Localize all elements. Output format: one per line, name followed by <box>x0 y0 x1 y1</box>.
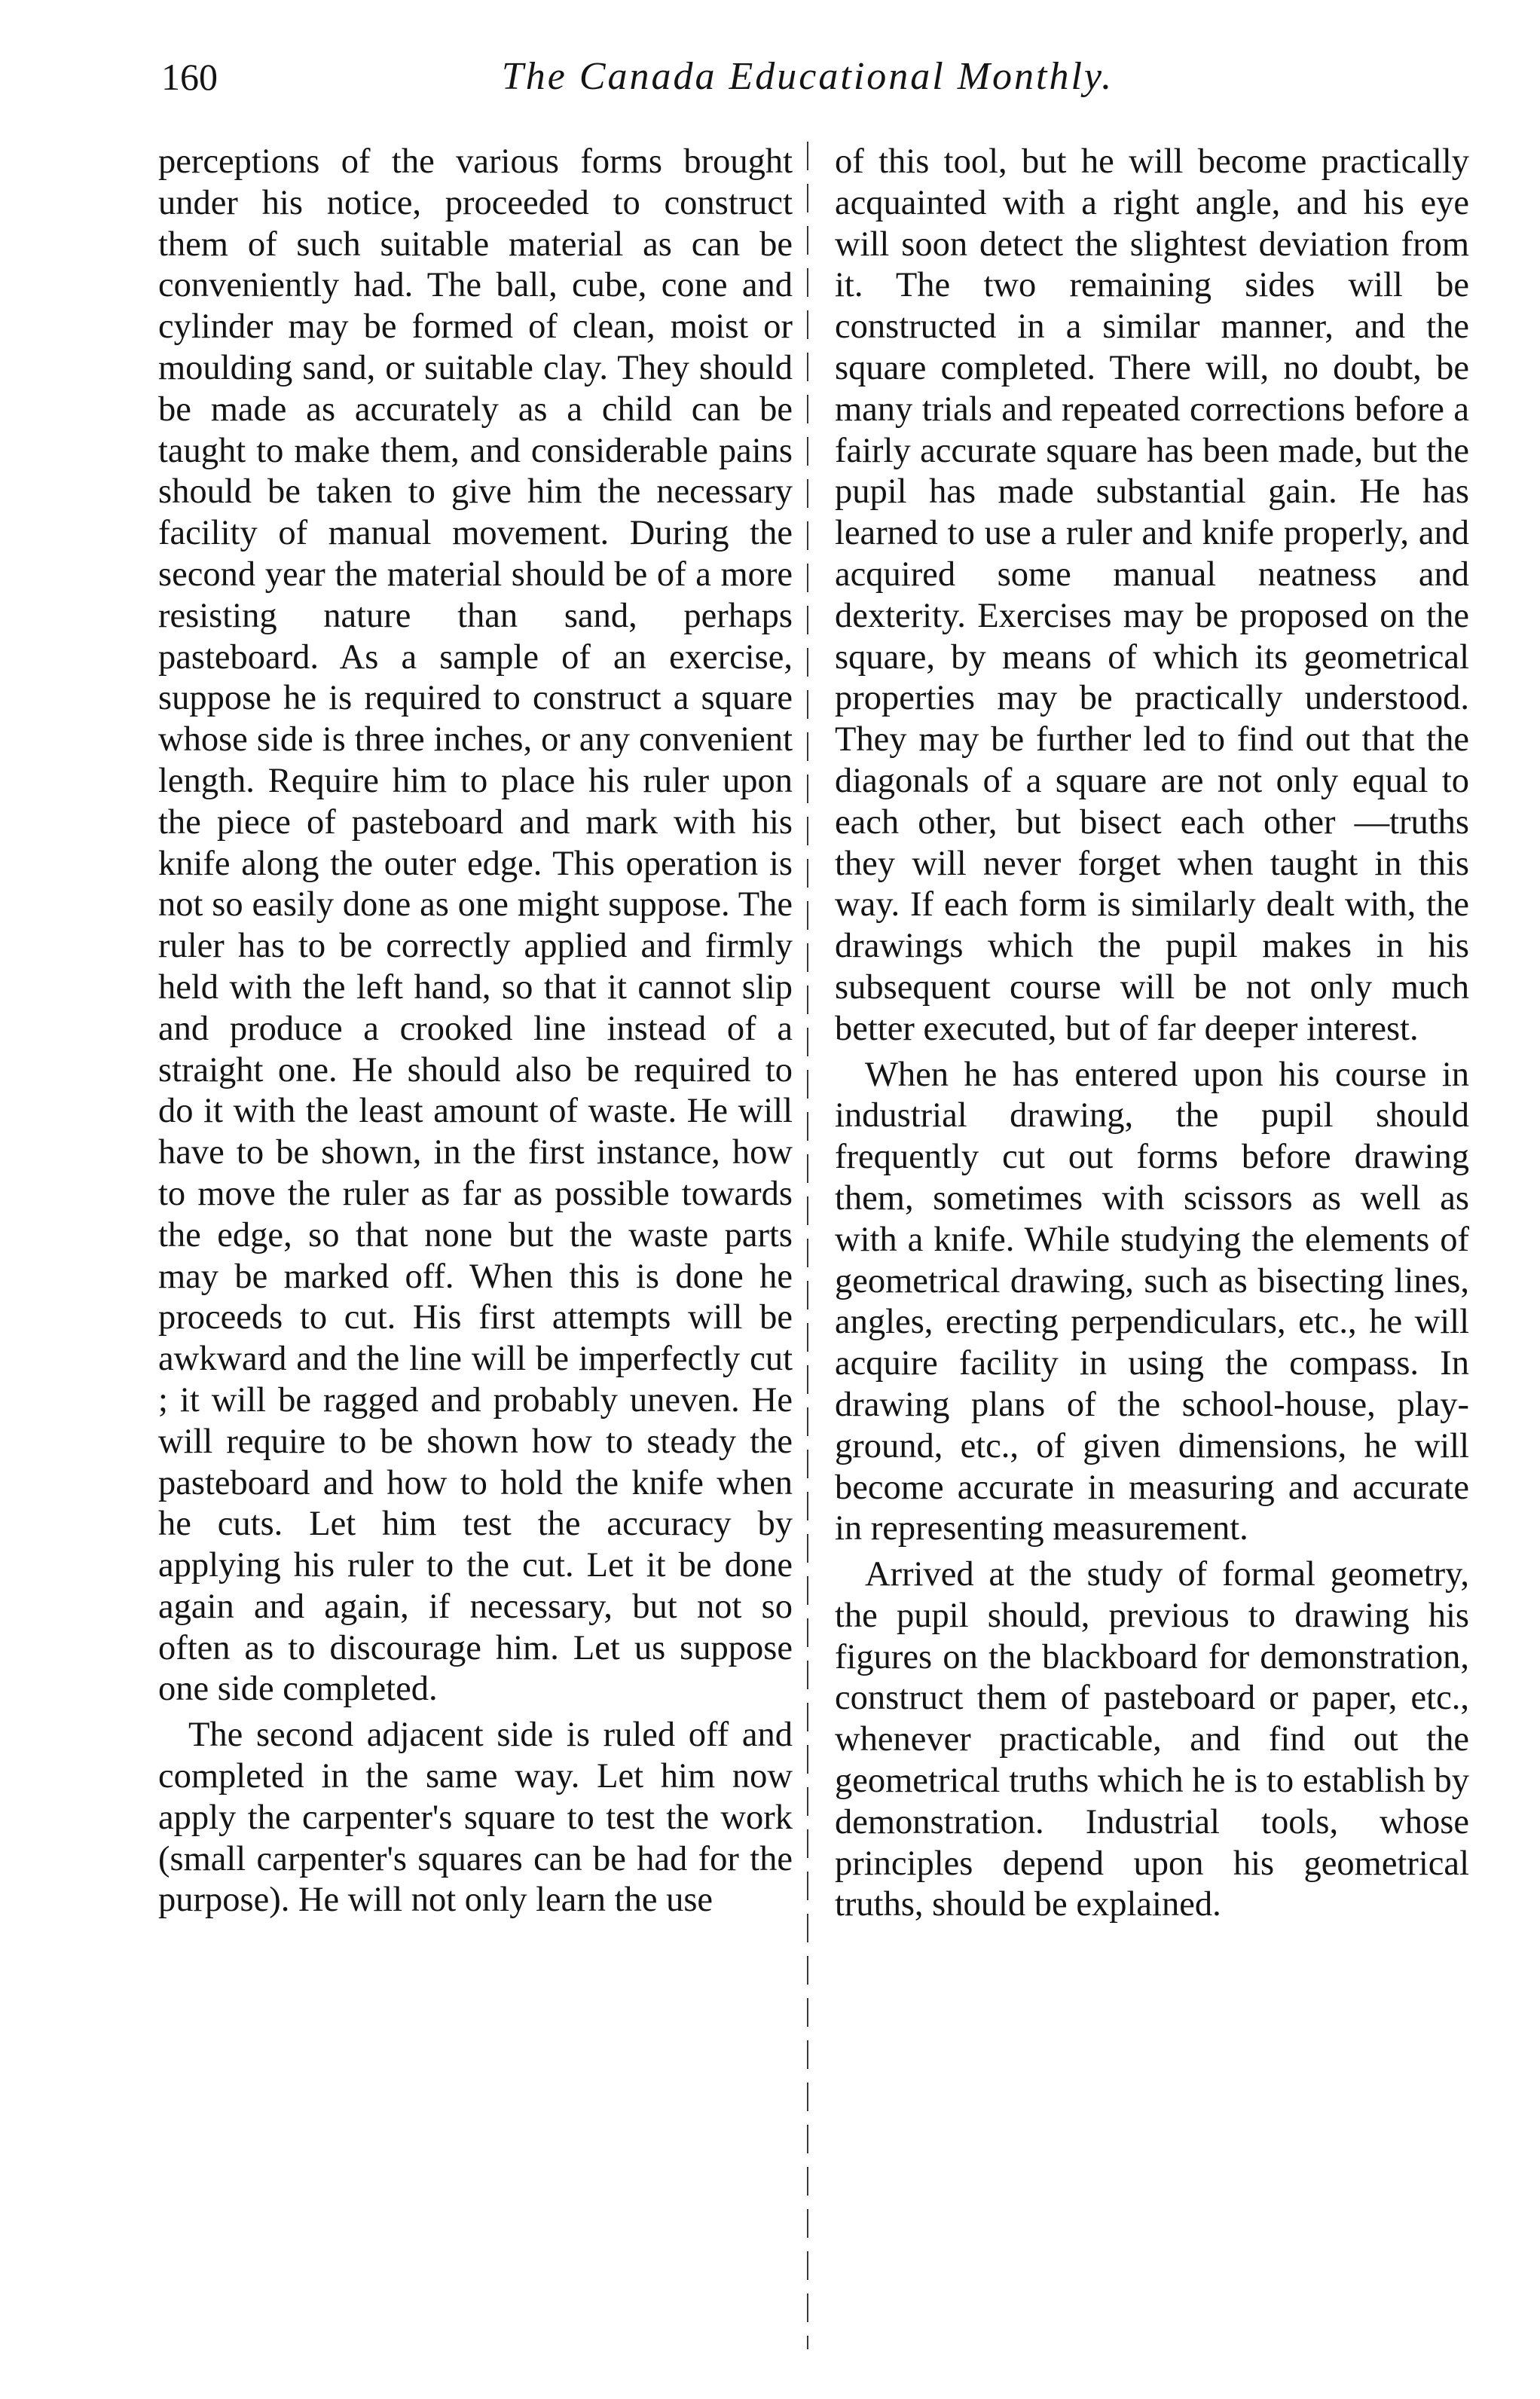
page-header <box>161 47 1454 107</box>
page-number: 160 <box>161 56 218 98</box>
right-column <box>835 142 1469 2327</box>
paragraph: perceptions of the various forms brought under his notice, proceeded to construct them of such suitable material as can be conveniently had. The ball, cube, cone and cylinder may be formed of clean, moist or moulding sand, or suitable clay. They should be made as accurately as a child can be taught to make them, and considerable pains should be taken to give him the necessary facility of manual movement. During the second year the material should be of a more resisting nature than sand, perhaps pasteboard. As a sample of an exercise, suppose he is required to construct a square whose side is three inches, or any convenient length. Require him to place his ruler upon the piece of pasteboard and mark with his knife along the outer edge. This operation is not so easily done as one might suppose. The ruler has to be correctly applied and firmly held with the left hand, so that it cannot slip and produce a crooked line instead of a straight one. He should also be required to do it with the least amount of waste. He will have to be shown, in the first instance, how to move the ruler as far as possible towards the edge, so that none but the waste parts may be marked off. When this is done he proceeds to cut. His first attempts will be awkward and the line will be imperfectly cut ; it will be ragged and probably uneven. He will require to be shown how to steady the pasteboard and how to hold the knife when he cuts. Let him test the accuracy by applying his ruler to the cut. Let it be done again and again, if necessary, but not so often as to discourage him. Let us suppose one side completed. <box>158 142 793 1709</box>
paragraph: When he has entered upon his course in industrial drawing, the pupil should frequently cut out forms before drawing them, sometimes with scissors as well as with a knife. While studying the elements of geometrical drawing, such as bisecting lines, angles, erecting perpendiculars, etc., he will acquire facility in using the compass. In drawing plans of the school-house, play-ground, etc., of given dimensions, he will become accurate in measuring and accurate in representing measurement. <box>835 1055 1469 1548</box>
running-title: The Canada Educational Monthly. <box>501 55 1114 98</box>
left-column <box>158 142 793 2327</box>
column-divider <box>807 142 808 2349</box>
paragraph: of this tool, but he will become practically acquainted with a right angle, and his eye will soon detect the slightest deviation from it. The two remaining sides will be constructed in a similar manner, and the square completed. There will, no doubt, be many trials and repeated corrections before a fairly accurate square has been made, but the pupil has made substantial gain. He has learned to use a ruler and knife properly, and acquired some manual neatness and dexterity. Exercises may be proposed on the square, by means of which its geometrical properties may be practically understood. They may be further led to find out that the diagonals of a square are not only equal to each other, but bisect each other —truths they will never forget when taught in this way. If each form is similarly dealt with, the drawings which the pupil makes in his subsequent course will be not only much better executed, but of far deeper interest. <box>835 142 1469 1048</box>
paragraph: Arrived at the study of formal geometry, the pupil should, previous to drawing his figures on the blackboard for demonstration, construct them of pasteboard or paper, etc., whenever practicable, and find out the geometrical truths which he is to establish by demonstration. Industrial tools, whose principles depend upon his geometrical truths, should be explained. <box>835 1555 1469 1924</box>
paragraph: The second adjacent side is ruled off and completed in the same way. Let him now apply the carpenter's square to test the work (small carpenter's squares can be had for the purpose). He will not only learn the use <box>158 1716 793 1920</box>
